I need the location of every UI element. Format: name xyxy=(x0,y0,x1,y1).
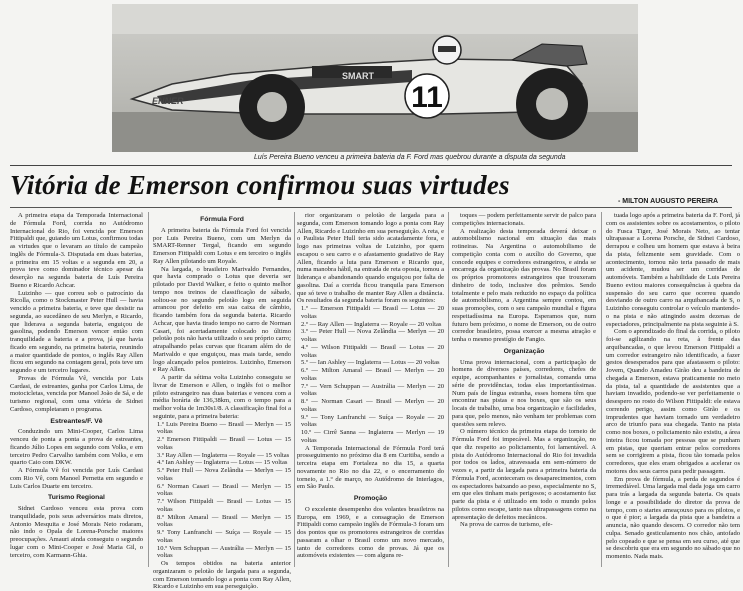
result-line: 3.º — Peter Hull — Nova Zelândia — Merlyn — 20 voltas xyxy=(301,328,444,343)
paragraph: Sidnei Cardoso venceu esta prova com tranquilidade, pois seus adversários mais diretos, Antonio Mesquita e José Morais Neto rodaram, não indo o Opala de Lorena-Porsche maiores preocupações. Amauri ainda conseguiu o segundo lugar com o Mini-Cooper e José Maria Gil, o terceiro, com Karmann-Ghia. xyxy=(10,505,143,559)
paragraph: Em prova de fórmula, a perda de segundos é irremediável. Uma largada mal dada joga um carro para trás a largada da segunda bateria. Os quais longe e a possibilidade do diretor da prova de tempo, com o startes ameaçouxo para os pilotos, e o que é pior; a largada da pista que a bandeira a anuncia, não quando descem. O corredor não tem culpa. Senado gesticulamento nos chão, antofado pelo copeado e que se pensa em seu curso, até que se descobriu que era em segundo no sábado que no momento. Nada mais. xyxy=(606,475,740,560)
subheading: Estreantes/F. Vê xyxy=(50,417,103,425)
result-line: 7.º — Vern Schuppan — Austrália — Merlyn — 20 voltas xyxy=(301,382,444,398)
result-line: 6.º Norman Casari — Brasil — Merlyn — 15 voltas xyxy=(157,482,291,498)
result-line: 1.º Luis Pereira Bueno — Brasil — Merlyn — 15 voltas xyxy=(157,420,291,436)
paragraph: Provas de Fórmula Vê, vencida por Luis Cardasi, de estreantes, ganha por Carlos Lima, de motocicletas, vencida por Manoel João de Sá, e de turismo regional, com uma vitória de Sidnei Cardoso, completaram o programa. xyxy=(10,374,143,413)
result-line: 4.º — Wilson Fittipaldi — Brasil — Lotus — 20 voltas xyxy=(301,343,444,359)
paragraph: O número técnico da primeira etapa do torneio de Fórmula Ford foi impecável. Mas a organização, no que diz respeito ao policiamento, foi lamentável. A pista do Autódromo Internacional do Rio foi invadida por todos os lados, atravessada em sem-número de vezes e, a partir da largada para a primeira bateria da Fórmula Ford, aconteceram os desaparecimentos, com os espectadores baixando ao peso, especialmente no S, em que eles tinham mais perigosos; o acostamento faz parte da pista e é utilizado em todo o mundo pelos pilotos como escape, tanto nas ultrapassagens como na apresentação de defeitos mecânicos. xyxy=(452,428,596,521)
paragraph: Conduzindo um Mini-Cooper, Carlos Lima venceu de ponta a ponta a prova de estreantes, ficando Júlio Lopes em segundo com Volks, e em terceiro Pedro Carvalho também com Volks, e em quarto Caio com DKW. xyxy=(10,428,143,467)
photo-caption: Luís Pereira Bueno venceu a primeira bateria da F. Ford mas quebrou durante a disputa da segunda xyxy=(254,154,566,161)
paragraph: Com o aprendizado do final da corrida, o piloto foi-se agilizando na reta, à frente das arquibancadas, o que levou Emerson Fittipaldi a um corredor estrangeiro não identificado, a fazer gestos desesperados para que afastassem o piloto: Jovem, Quando Amadeu Girão deu a bandeira de chegada a Emerson, estava praticamente no meio da pista, tal a quantidade de assistentes que a haviam invadido, podendo-se ver perfeitamente o desespero no rosto do Wilson Fittipaldi: ele estava correndo perigo, assim como Girão e os imprudentes que haviam tornado um verdadeiro arco de triunfo para sua chegada. Tanto na pista como nos boxes, o policiamento não existiu, a área inteira ficou tomada por pessoas que se punham em pistas, que queriam entrar pelos corredores sem se corrigirem a pista, ficou tão tomada pelos corredores, que eles eram obrigados a acelerar os motores dos seus carros para pedir passagem. xyxy=(606,328,740,475)
top-divider xyxy=(10,165,732,166)
article-column-2 xyxy=(153,212,291,591)
result-line: 4.º Ian Ashley — Inglaterra — Lotus — 15 voltas xyxy=(157,459,288,467)
paragraph: O excelente desempenho dos volantes brasileiros na Europa, em 1969, e a consagração de Emerson Fittipaldi como campeão inglês de Fórmula-3 foram um dos pontos que os promotores estrangeiros de corridas passaram a olhar o Brasil como um novo mercado, tanto de corredores como de provas. Já que os automóveis existentes — com alguns re- xyxy=(297,505,444,560)
result-line: 10.º — Cirrê Sanna — Inglaterra — Merlyn — 19 voltas xyxy=(301,429,444,444)
result-line: 3.º Ray Allen — Inglaterra — Royale — 15 voltas xyxy=(157,451,290,459)
paragraph: toques — podem perfeitamente servir de palco para competições internacionais. xyxy=(452,212,596,227)
article-column-4 xyxy=(452,212,596,570)
subheading: Organização xyxy=(503,347,545,355)
result-line: 10.º Vern Schuppan — Austrália — Merlyn — 15 voltas xyxy=(157,544,291,560)
svg-text:SMART: SMART xyxy=(342,71,374,81)
result-line: 2.º Emerson Fittipaldi — Brasil — Lotus — 15 voltas xyxy=(157,436,291,451)
article-byline: - MILTON AUGUSTO PEREIRA xyxy=(618,198,719,205)
article-headline: Vitória de Emerson confirmou suas virtudes xyxy=(10,170,510,200)
column-divider xyxy=(294,212,295,567)
result-line: 5.º Peter Hull — Nova Zelândia — Merlyn — 15 voltas xyxy=(157,467,291,482)
paragraph: A realização desta temporada deverá deixar o automobilismo nacional em situação das mais rotineiras. Na Argentina o automobilismo de competição conta com o auxílio do Governo, que concede equipes e corredores estrangeiros, e ainda se encarrega da organização das provas. No Brasil foram os próprios promotores estrangeiros que trouxeram dinheiro de todo, inclusive dos prêmios. Sendo totalmente e pelo mais reduzido no espaço da política de automobilismo, a Argentina sempre contou, em suas promoções, com o seu campeão mundial e figura respeitadíssima na Europa. Esperamos que, num futuro bem próximo, o nome de Emerson, ou de outro corredor brasileiro, possa exercer a mesma atração e tenha o mesmo prestígio de Fangio. xyxy=(452,227,596,343)
paragraph: A Fórmula Vê foi vencida por Luís Cardasi com Rio Vê, com Manoel Pernetta em segundo e Luis Carlos Duarte em terceiro. xyxy=(10,467,143,490)
paragraph: Na prova de carros de turismo, efe- xyxy=(460,521,553,529)
paragraph: A partir da sétima volta Luizinho conseguiu se livrar de Emerson e Allen, o inglês foi o melhor piloto estrangeiro nas duas baterias e venceu com a média horária de 136,38km, com o tempo para a melhor volta de 1m30s1/8. A classificação final foi a seguinte, para a primeira bateria: xyxy=(153,374,291,420)
result-line: 1.º — Emerson Fittipaldi — Brasil — Lotus — 20 voltas xyxy=(301,305,444,320)
article-column-3 xyxy=(297,212,444,570)
paragraph: Uma prova internacional, com a participação de homens de diversos países, corredores, chefes de equipe, acompanhantes e jornalistas, comanda uma série de providências, todas elas importantíssimas. Num país de língua estranha, esses homens têm que encontrar nas pistas e nos boxes, que são os seus locais de trabalho, uma boa organização e facilidades, para que, pelo menos, não venham ter problemas com questões sem relevo. xyxy=(452,358,596,428)
result-line: 9.º — Tony Lanfranchi — Suíça — Royale — 20 voltas xyxy=(301,413,444,429)
subheading: Fórmula Ford xyxy=(200,216,244,223)
column-divider xyxy=(448,212,449,567)
article-column-1 xyxy=(10,212,143,570)
result-line: 6.º — Milton Amaral — Brasil — Merlyn — 20 voltas xyxy=(301,367,444,382)
result-line: 2.º — Ray Allen — Inglaterra — Royale — 20 voltas xyxy=(301,320,442,328)
column-divider xyxy=(601,212,602,567)
paragraph: A primeira bateria da Fórmula Ford foi vencida por Luis Pereira Bueno, com um Merlyn da SMART-Renner Tergal, ficando em segundo Emerson Fittipaldi com Lotus e em terceiro o inglês Ray Allen pilotando um Royale. xyxy=(153,226,291,265)
svg-text:ENNER: ENNER xyxy=(152,96,184,106)
paragraph: tuada logo após a primeira bateria da F. Ford, já com os assistentes sobre os acostamentos, o piloto do Fusca Tiger, José Morais Neto, ao tentar ultrapassar a Lorena Porsche, de Sidnei Cardoso, derrapou e colheu um homem que estava à beira da pista, felizmente sem gravidade. Com o acontecimento, tornou não teria passado de mais um acidente, mudou ser um corridas de automóveis. Também a habilidade de Luis Pereira Bueno evitou maiores consequências à quebra da suspensão do seu carro que ocorreu quando desviando de outro carro na arquibancada de S, o Luizinho conseguiu controlar o veículo mantendo-o na pista e não atingindo assim dezenas de espectadores, principalmente na pista seguinte à S. xyxy=(606,212,740,328)
subheading: Promoção xyxy=(353,495,388,502)
race-car-photo xyxy=(112,4,638,152)
result-line: 5.º — Ian Ashley — Inglaterra — Lotus — 20 voltas xyxy=(301,359,440,367)
result-line: 8.º Milton Amaral — Brasil — Merlyn — 15 voltas xyxy=(157,513,291,529)
paragraph: rior organizaram o pelotão de largada para a segunda, com Emerson tomando logo a ponta com Ray Allen, Ricardo e Luizinho em sua perseguição. A reta, e o Paulista Peter Hull teria sido acatadamente fora, e logo nas primeiras voltas de Luizinho, por quem escapou o seu carro e o afastamento gradativo de Ray Allen, ficando a luta para Emerson e Ricardo que, numa manobra hábil, na entrada de reta oposta, tomou a liderança e abandonando quando enguiçou por falta de gasolina. Daí a corrida ficou tranquila para Emerson que só teve o trabalho de manter Ray Allen a distância. Os resultados da segunda bateria foram os seguintes: xyxy=(297,212,444,305)
result-line: 8.º — Norman Casari — Brasil — Merlyn — 20 voltas xyxy=(301,398,444,413)
paragraph: Na largada, o brasileiro Marivaldo Fernandes, que havia comprado o Lotus que deveria ser pilotado por David Walker, e feito o quinto melhor tempo nos treinos de classificação de sábado, soltou-se no segundo pelotão logo em seguida arrancou por defeito em sua caixa de câmbio, ficando também fora da segunda bateria. Ricardo Achcar, que havia tirado tempo no carro de Norman Casari, foi acertadamente colocado no último pelotão pois não havia utilizado o seu próprio carro; atrapalhando pelas curvas que ficaram além do de Marivaldo e que enguiçou, mas mais tarde, sendo logo alcançado pelos ponteiros. Luizinho, Emerson e Ray Allen. xyxy=(153,265,291,374)
paragraph: A Temporada Internacional de Fórmula Ford terá prosseguimento no próximo dia 8 em Curitiba, sendo a terceira etapa em Fortaleza no dia 15, a quarta novamente no Rio no dia 22, e o encerramento do torneio, a 1.º de março, no Autódromo de Interlagos, em São Paulo. xyxy=(297,444,444,491)
paragraph: Os tempos obtidos na bateria anterior organizaram o pelotão de largada para a segunda, com Emerson tomando logo a ponta com Ray Allen, Ricardo e Luizinho em sua perseguição. xyxy=(153,560,291,591)
paragraph: A primeira etapa da Temporada Internacional de Fórmula Ford, corrida no Autódromo Internacional do Rio, foi vencida por Emerson Fittipaldi que, guiando um Lotus, confirmou todas as virtudes que o levaram ao título de campeão inglês de Fórmula-3. Disputada em duas baterias, a primeira em 15 voltas e a segunda em 20, a prova teve como dominador técnico apesar da deserção na segunda bateria de Luís Pereira Bueno e Ricardo Achcar. xyxy=(10,212,143,289)
column-divider xyxy=(148,212,149,567)
race-car-illustration xyxy=(112,4,638,152)
result-line: 7.º Wilson Fittipaldi — Brasil — Lotus — 15 voltas xyxy=(157,498,291,513)
paragraph: Luizinho — que correu sob o patrocínio da Ricolla, como o Stockmaster Peter Hull — havia vencido a primeira bateria, e teve que desistir na segunda, ao sucedâneo de seu Merlyn, e Ricardo, que liderava a segunda bateria, enguiçou de gasolina, podendo Emerson vencer então com tranquilidade a bateria e a prova, já que havia ficado em segundo, na primeira bateria, reunindo a maior quantidade de pontos, o inglês Ray Allen ficou em segundo na contagem geral, pois teve um segundo e um terceiro lugares. xyxy=(10,289,143,374)
headline-divider xyxy=(10,207,732,208)
subheading: Turismo Regional xyxy=(48,494,105,502)
article-column-5 xyxy=(606,212,740,570)
car-number: 11 xyxy=(411,81,443,114)
result-line: 9.º Tony Lanfranchi — Suíça — Royale — 15 voltas xyxy=(157,529,291,544)
